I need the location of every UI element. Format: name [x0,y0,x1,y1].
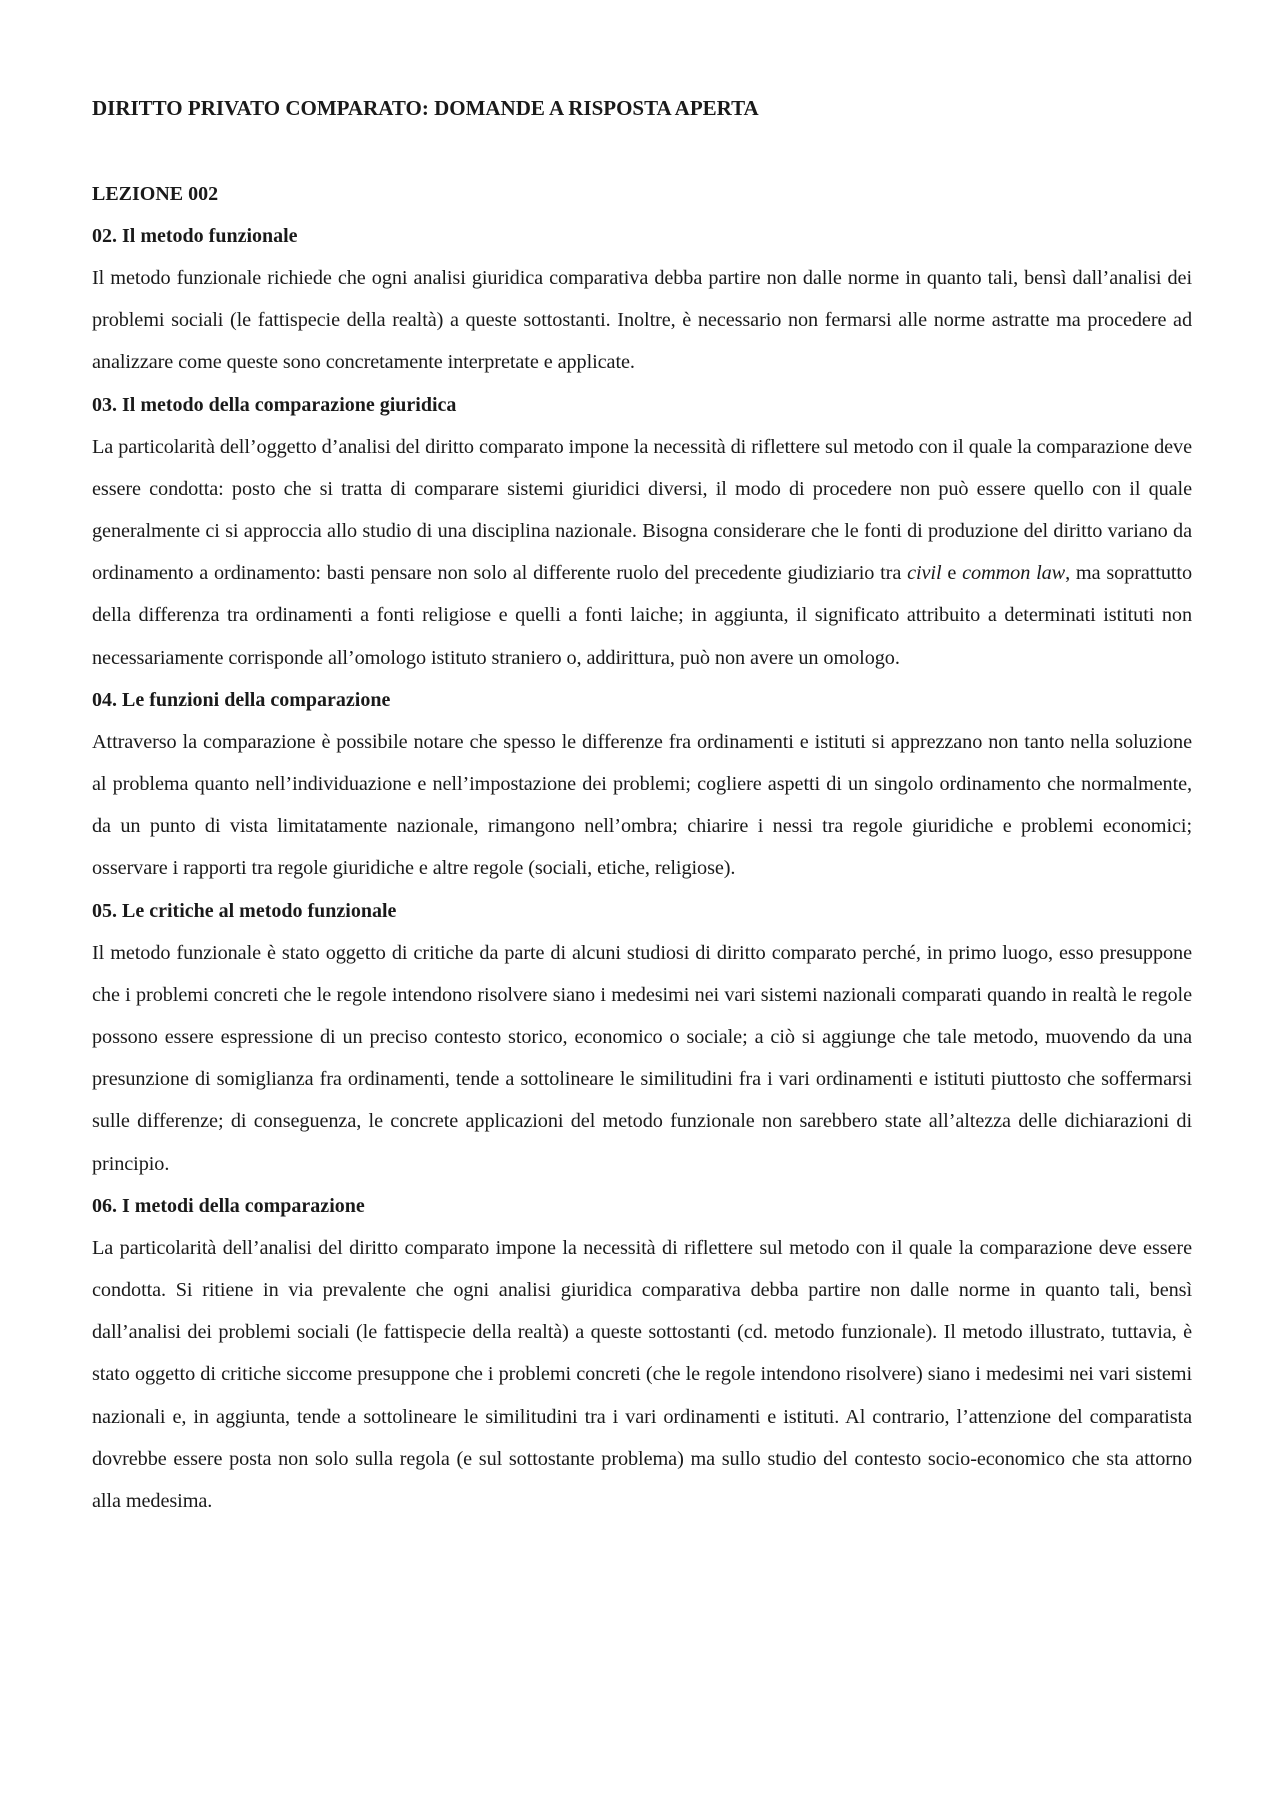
question-heading: 05. Le critiche al metodo funzionale [92,899,397,922]
question-answer: Il metodo funzionale è stato oggetto di critiche da parte di alcuni studiosi di diritto comparato perché, in primo luogo, esso presuppone che i problemi concreti che le regole intendono risolvere siano i medesimi nei vari sistemi nazionali comparati quando in realtà le regole possono essere espressione di un preciso contesto storico, economico o sociale; a ciò si aggiunge che tale metodo, muovendo da una presunzione di somiglianza fra ordinamenti, tende a sottolineare le similitudini fra i vari ordinamenti e istituti piuttosto che soffermarsi sulle differenze; di conseguenza, le concrete applicazioni del metodo funzionale non sarebbero state all’altezza delle dichiarazioni di principio. [92,941,1192,1175]
question-05 [92,890,1192,1185]
question-heading: 04. Le funzioni della comparazione [92,688,391,711]
question-answer: La particolarità dell’analisi del diritto comparato impone la necessità di riflettere sul metodo con il quale la comparazione deve essere condotta. Si ritiene in via prevalente che ogni analisi giuridica comparativa debba partire non dalle norme in quanto tali, bensì dall’analisi dei problemi sociali (le fattispecie della realtà) a queste sottostanti (cd. metodo funzionale). Il metodo illustrato, tuttavia, è stato oggetto di critiche siccome presuppone che i problemi concreti (che le regole intendono risolvere) siano i medesimi nei vari sistemi nazionali e, in aggiunta, tende a sottolineare le similitudini tra i vari ordinamenti e istituti. Al contrario, l’attenzione del comparatista dovrebbe essere posta non solo sulla regola (e sul sottostante problema) ma sullo studio del contesto socio-economico che sta attorno alla medesima. [92,1236,1192,1513]
lesson-label: LEZIONE 002 [92,183,219,205]
question-06 [92,1185,1192,1522]
italic-term-common-law: common law [962,562,1066,585]
question-heading: 02. Il metodo funzionale [92,225,298,247]
question-02 [92,215,1192,384]
question-answer: Il metodo funzionale richiede che ogni analisi giuridica comparativa debba partire non dalle norme in quanto tali, bensì dall’analisi dei problemi sociali (le fattispecie della realtà) a queste sottostanti. Inoltre, è necessario non fermarsi alle norme astratte ma procedere ad analizzare come queste sono concretamente interpretate e applicate. [92,267,1192,374]
document-page [92,90,1192,1522]
answer-connector: e [941,562,963,585]
question-heading: 03. Il metodo della comparazione giuridica [92,393,457,416]
question-answer [92,426,1192,679]
answer-text-part1: La particolarità dell’oggetto d’analisi del diritto comparato impone la necessità di riflettere sul metodo con il quale la comparazione deve essere condotta: posto che si tratta di comparare sistemi giuridici diversi, il modo di procedere non può essere quello con il quale generalmente ci si approccia allo studio di una disciplina nazionale. Bisogna considerare che le fonti di produzione del diritto variano da ordinamento a ordinamento: basti pensare non solo al differente ruolo del precedente giudiziario tra [92,435,1192,585]
italic-term-civil: civil [907,562,942,585]
question-answer: Attraverso la comparazione è possibile notare che spesso le differenze fra ordinamenti e istituti si apprezzano non tanto nella soluzione al problema quanto nell’individuazione e nell’impostazione dei problemi; cogliere aspetti di un singolo ordinamento che normalmente, da un punto di vista limitatamente nazionale, rimangono nell’ombra; chiarire i nessi tra regole giuridiche e problemi economici; osservare i rapporti tra regole giuridiche e altre regole (sociali, etiche, religiose). [92,730,1192,880]
question-04 [92,679,1192,890]
question-03 [92,384,1192,679]
question-heading: 06. I metodi della comparazione [92,1194,365,1217]
answer-text-part2: , ma soprattutto della differenza tra ordinamenti a fonti religiose e quelli a fonti laiche; in aggiunta, il significato attribuito a determinati istituti non necessariamente corrisponde all’omologo istituto straniero o, addirittura, può non avere un omologo. [92,562,1193,669]
document-title: DIRITTO PRIVATO COMPARATO: DOMANDE A RISPOSTA APERTA [92,96,759,120]
